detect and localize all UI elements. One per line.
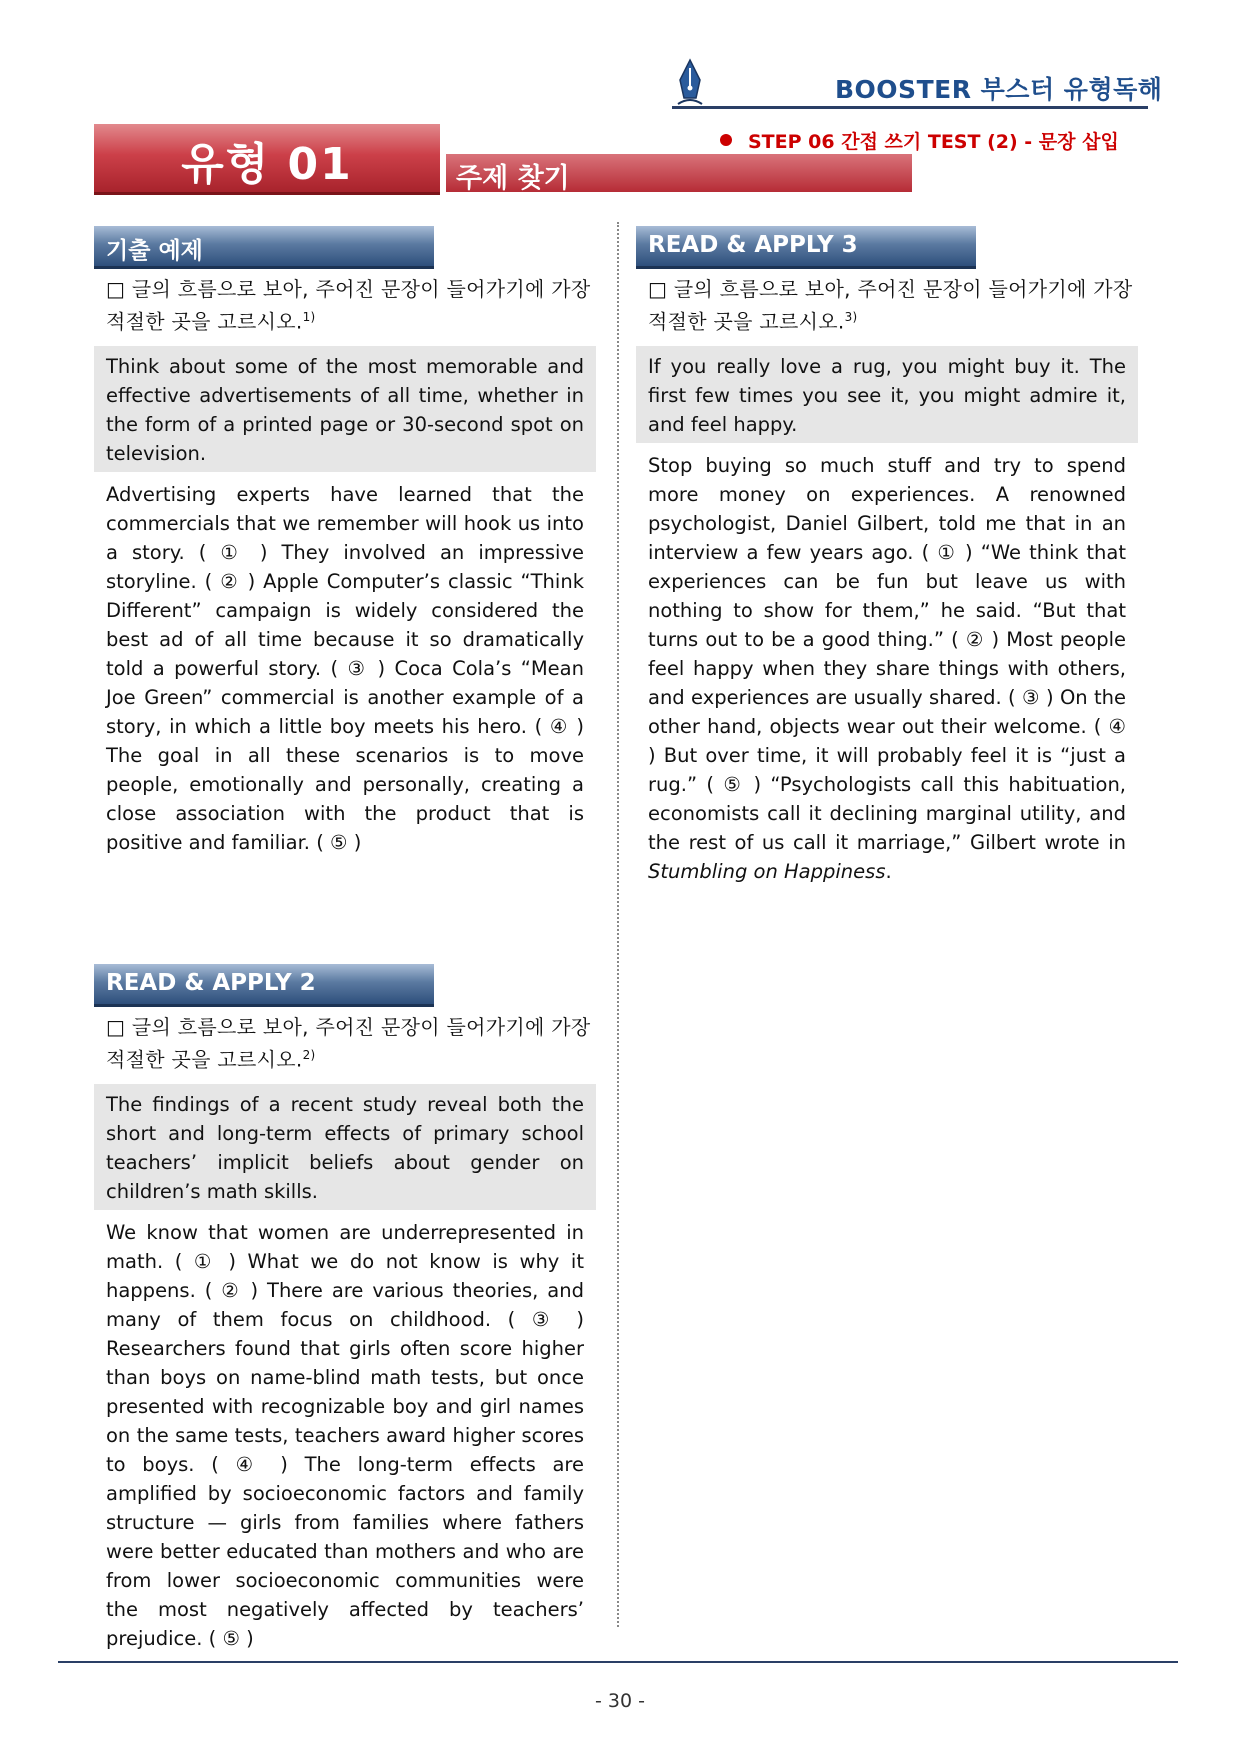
footnote-ref: 2)	[302, 1048, 316, 1062]
footer-rule	[58, 1661, 1178, 1663]
section-header	[94, 226, 434, 269]
question-prompt: □ 글의 흐름으로 보아, 주어진 문장이 들어가기에 가장 적절한 곳을 고르시오.$^{1)}$	[106, 277, 591, 334]
passage: Stop buying so much stuff and try to spend more money on experiences. A renowned psychologist, Daniel Gilbert, told me that in an interview a few years ago. ( ① ) “We think that experiences can be fun but leave us with nothing to show for them,” he said. “But that turns out to be a good thing.” ( ② ) Most people feel happy when they share things with others, and experiences are usually shared. ( ③ ) On the other hand, objects wear out their welcome. ( ④ ) But over time, it will probably feel it is “just a rug.” ( ⑤ ) “Psychologists call this habituation, economists call it declining marginal utility, and the rest of us call it marriage,” Gilbert wrote in Stumbling on Happiness.	[648, 453, 1126, 883]
passage: Advertising experts have learned that the commercials that we remember will hook us into a story. ( ① ) They involved an impressive storyline. ( ② ) Apple Computer’s classic “Think Different” campaign is widely considered the best ad of all time because it so dramatically told a powerful story. ( ③ ) Coca Cola’s “Mean Joe Green” commercial is another example of a story, in which a little boy meets his hero. ( ④ ) The goal in all these scenarios is to move people, emotionally and personally, creating a close association with the product that is positive and familiar. ( ⑤ )	[106, 482, 584, 854]
section-header	[636, 226, 976, 269]
book-title: Stumbling on Happiness	[648, 859, 886, 883]
right-column	[636, 226, 1138, 886]
fountain-pen-logo-icon	[670, 58, 710, 110]
step-text: STEP 06 간접 쓰기 TEST (2) - 문장 삽입	[748, 131, 1119, 153]
section-example	[94, 226, 596, 857]
type-banner	[94, 124, 440, 195]
given-sentence: The findings of a recent study reveal both the short and long-term effects of primary school teachers’ implicit beliefs about gender on children’s math skills.	[94, 1084, 596, 1210]
section-title: READ & APPLY 3	[648, 232, 858, 258]
bullet-icon	[720, 134, 732, 146]
type-label: 유형 01	[181, 139, 353, 190]
section-title: 기출 예제	[106, 238, 203, 264]
given-sentence: If you really love a rug, you might buy it. The first few times you see it, you might admire it, and feel happy.	[636, 346, 1138, 443]
column-divider	[617, 222, 619, 1627]
section-title: READ & APPLY 2	[106, 970, 316, 996]
header-rule	[672, 106, 1148, 109]
footnote-ref: 1)	[302, 310, 316, 324]
question-prompt: □ 글의 흐름으로 보아, 주어진 문장이 들어가기에 가장 적절한 곳을 고르시오.$^{3)}$	[648, 277, 1133, 334]
page-number: - 30 -	[595, 1690, 645, 1712]
footnote-ref: 3)	[844, 310, 858, 324]
subtype-banner	[446, 154, 912, 192]
left-column	[94, 226, 596, 1650]
subtype-label: 주제 찾기	[456, 163, 570, 194]
section-read-apply-2	[94, 964, 596, 1653]
question-prompt: □ 글의 흐름으로 보아, 주어진 문장이 들어가기에 가장 적절한 곳을 고르시오.$^{2)}$	[106, 1015, 591, 1072]
section-header	[94, 964, 434, 1007]
brand-title: BOOSTER 부스터 유형독해	[835, 75, 1163, 104]
passage: We know that women are underrepresented in math. ( ① ) What we do not know is why it happens. ( ② ) There are various theories, and many of them focus on childhood. ( ③ ) Researchers found that girls often score higher than boys on name-blind math tests, but once presented with recognizable boy and girl names on the same tests, teachers award higher scores to boys. ( ④ ) The long-term effects are amplified by socioeconomic factors and family structure — girls from families where fathers were better educated than mothers and who are from lower socioeconomic communities were the most negatively affected by teachers’ prejudice. ( ⑤ )	[106, 1220, 584, 1650]
given-sentence: Think about some of the most memorable and effective advertisements of all time, whether in the form of a printed page or 30-second spot on television.	[94, 346, 596, 472]
step-caption	[720, 127, 1119, 154]
section-read-apply-3	[636, 226, 1138, 886]
